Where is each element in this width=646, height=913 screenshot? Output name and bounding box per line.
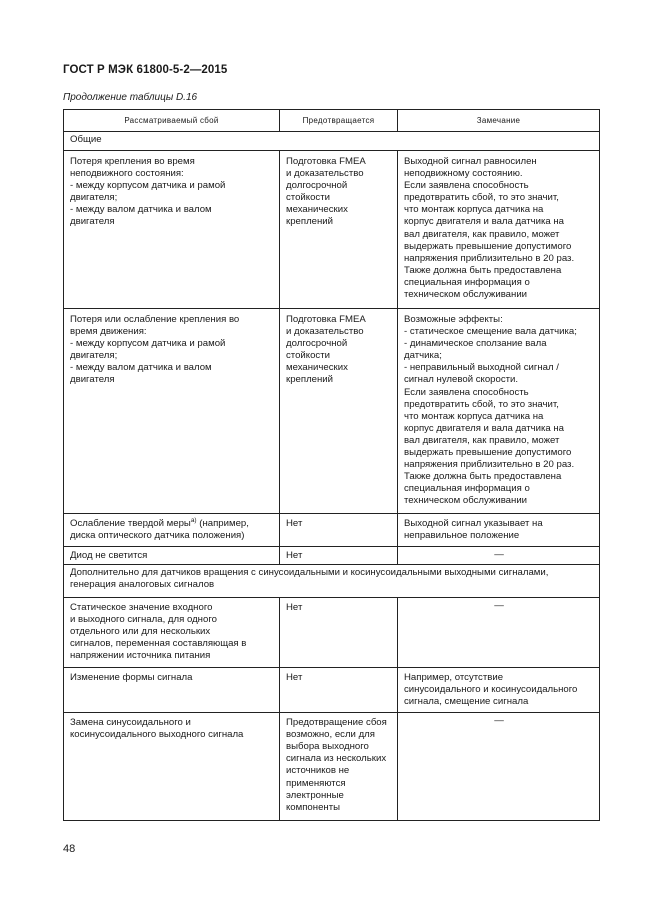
prevented-cell: Нет — [280, 514, 398, 547]
remark-cell: — — [398, 547, 600, 565]
section-title-general: Общие — [64, 132, 600, 151]
remark-cell: Возможные эффекты: - статическое смещение вала датчика; - динамическое сползание вала датчика; - неправильный выходной сигнал / сигнал нулевой скорости. Если заявлена способность предотвратить сбой, то это значит, что монтаж корпуса датчика на корпус двигателя и вала датчика на вал двигателя, как правило, может выдержать превышение допустимого напряжения приблизительно в 20 раз. Также должна быть предоставлена специальная информация о техническом обслуживании — [398, 309, 600, 514]
fault-cell: Статическое значение входного и выходного сигнала, для одного отдельного или для нескольких сигналов, переменная составляющая в напряжении источника питания — [64, 598, 280, 668]
prevented-cell: Подготовка FMEA и доказательство долгосрочной стойкости механических креплений — [280, 151, 398, 309]
table-header-row — [64, 110, 600, 132]
fault-cell: Потеря крепления во время неподвижного состояния: - между корпусом датчика и рамой двигателя; - между валом датчика и валом двигателя — [64, 151, 280, 309]
document-header: ГОСТ Р МЭК 61800-5-2—2015 — [63, 64, 228, 76]
prevented-cell: Предотвращение сбоя возможно, если для выбора выходного сигнала из нескольких источников не применяются электронные компоненты — [280, 713, 398, 821]
fault-cell: Изменение формы сигнала — [64, 668, 280, 713]
prevented-cell: Нет — [280, 547, 398, 565]
fault-cell: Потеря или ослабление крепления во время движения: - между корпусом датчика и рамой двигателя; - между валом датчика и валом двигателя — [64, 309, 280, 514]
column-header-fault: Рассматриваемый сбой — [64, 110, 280, 132]
prevented-cell: Подготовка FMEA и доказательство долгосрочной стойкости механических креплений — [280, 309, 398, 514]
table-row — [64, 598, 600, 668]
fault-cell: Диод не светится — [64, 547, 280, 565]
column-header-remark: Замечание — [398, 110, 600, 132]
table-caption: Продолжение таблицы D.16 — [63, 92, 198, 103]
fault-table — [63, 109, 600, 821]
remark-cell: — — [398, 598, 600, 668]
section-title-rotary: Дополнительно для датчиков вращения с синусоидальными и косинусоидальными выходными сигналами, генерация аналоговых сигналов — [64, 565, 600, 598]
fault-cell: Замена синусоидального и косинусоидального выходного сигнала — [64, 713, 280, 821]
table-row — [64, 547, 600, 565]
table-row — [64, 514, 600, 547]
table-row — [64, 713, 600, 821]
column-header-prevented: Предотвращается — [280, 110, 398, 132]
fault-cell: Ослабление твердой меры$^{а)}$ (например, диска оптического датчика положения) — [64, 514, 280, 547]
remark-cell: — — [398, 713, 600, 821]
page-number: 48 — [63, 843, 76, 855]
section-row-general — [64, 132, 600, 151]
section-row-rotary — [64, 565, 600, 598]
remark-cell: Например, отсутствие синусоидального и косинусоидального сигнала, смещение сигнала — [398, 668, 600, 713]
remark-cell: Выходной сигнал указывает на неправильное положение — [398, 514, 600, 547]
footnote-marker: а) — [190, 516, 197, 524]
table-row — [64, 668, 600, 713]
prevented-cell: Нет — [280, 598, 398, 668]
table-row — [64, 309, 600, 514]
table-row — [64, 151, 600, 309]
remark-cell: Выходной сигнал равносилен неподвижному состоянию. Если заявлена способность предотвратить сбой, то это значит, что монтаж корпуса датчика на корпус двигателя и вала датчика на вал двигателя, как правило, может выдержать превышение допустимого напряжения приблизительно в 20 раз. Также должна быть предоставлена специальная информация о техническом обслуживании — [398, 151, 600, 309]
prevented-cell: Нет — [280, 668, 398, 713]
